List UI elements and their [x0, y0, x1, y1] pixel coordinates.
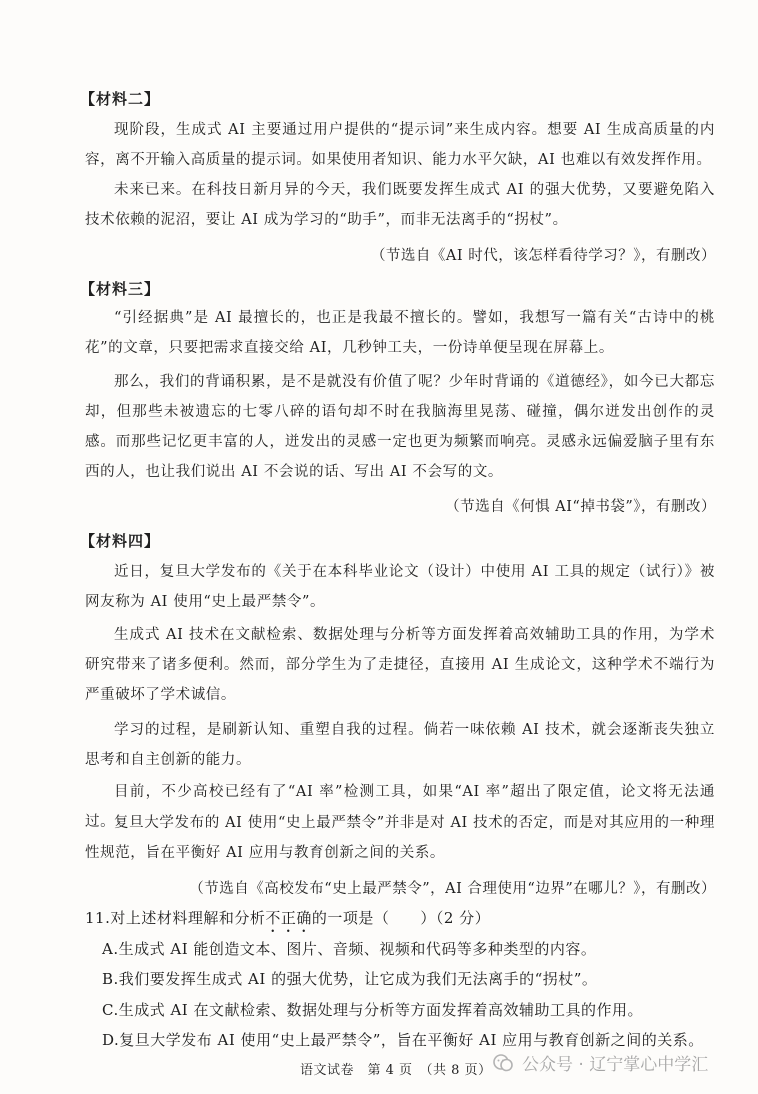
question-stem-emphasis: 不正确: [265, 909, 312, 927]
material-4-paragraph-3: 学习的过程，是刷新认知、重塑自我的过程。倘若一味依赖 AI 技术，就会逐渐丧失独立思考和自主创新的能力。: [85, 722, 715, 768]
question-11-stem: [85, 907, 490, 936]
watermark: [492, 1050, 708, 1075]
material-2-paragraph-1: 现阶段，生成式 AI 主要通过用户提供的“提示词”来生成内容。想要 AI 生成高质量的内容，离不开输入高质量的提示词。如果使用者知识、能力水平欠缺，AI 也难以有效发挥作用。: [85, 122, 715, 168]
material-3-source: （节选自《何惧 AI“掉书袋”》，有删改）: [445, 499, 716, 515]
material-4-source: （节选自《高校发布“史上最严禁令”，AI 合理使用“边界”在哪儿？》，有删改）: [189, 881, 716, 897]
option-a: A.生成式 AI 能创造文本、图片、音频、视频和代码等多种类型的内容。: [102, 940, 597, 958]
material-3-paragraph-1: “引经据典”是 AI 最擅长的，也正是我最不擅长的。譬如，我想写一篇有关“古诗中的桃花”的文章，只要把需求直接交给 AI，几秒钟工夫，一份诗单便呈现在屏幕上。: [85, 310, 715, 356]
watermark-text: 公众号 · 辽宁掌心中学汇: [522, 1055, 709, 1075]
material-2-heading: 【材料二】: [80, 90, 161, 108]
material-4-paragraph-1: 近日，复旦大学发布的《关于在本科毕业论文（设计）中使用 AI 工具的规定（试行）》被网友称为 AI 使用“史上最严禁令”。: [85, 564, 715, 610]
option-c: C.生成式 AI 在文献检索、数据处理与分析等方面发挥着高效辅助工具的作用。: [102, 1001, 644, 1019]
option-b: B.我们要发挥生成式 AI 的强大优势，让它成为我们无法离手的“拐杖”。: [102, 970, 598, 988]
question-stem-prefix: 11.对上述材料理解和分析: [85, 909, 266, 927]
material-4-paragraph-2: 生成式 AI 技术在文献检索、数据处理与分析等方面发挥着高效辅助工具的作用，为学术研究带来了诸多便利。然而，部分学生为了走捷径，直接用 AI 生成论文，这种学术不端行为严重破坏了学术诚信。: [85, 627, 715, 703]
material-3-heading: 【材料三】: [80, 280, 161, 298]
material-4-paragraph-4: 目前，不少高校已经有了“AI 率”检测工具，如果“AI 率”超出了限定值，论文将无法通过。: [85, 784, 715, 830]
material-4-paragraph-5: 复旦大学发布的 AI 使用“史上最严禁令”并非是对 AI 技术的否定，而是对其应用的一种理性规范，旨在平衡好 AI 应用与教育创新之间的关系。: [85, 815, 715, 861]
material-4-heading: 【材料四】: [80, 532, 161, 550]
material-3-paragraph-2: 那么，我们的背诵积累，是不是就没有价值了呢？少年时背诵的《道德经》，如今已大都忘却，但那些未被遗忘的七零八碎的语句却不时在我脑海里晃荡、碰撞，偶尔迸发出创作的灵感。而那些记忆更丰富的人，迸发出的灵感一定也更为频繁而响亮。灵感永远偏爱脑子里有东西的人，也让我们说出 AI 不会说的话、写出 AI 不会写的文。: [85, 374, 715, 480]
material-2-paragraph-2: 未来已来。在科技日新月异的今天，我们既要发挥生成式 AI 的强大优势，又要避免陷入技术依赖的泥沼，要让 AI 成为学习的“助手”，而非无法离手的“拐杖”。: [85, 182, 715, 228]
material-2-source: （节选自《AI 时代，该怎样看待学习？》，有删改）: [370, 248, 716, 264]
option-d: D.复旦大学发布 AI 使用“史上最严禁令”，旨在平衡好 AI 应用与教育创新之间的关系。: [102, 1031, 704, 1049]
page-footer: 语文试卷 第 4 页 （共 8 页）: [300, 1063, 492, 1078]
wechat-official-account-icon: [492, 1052, 514, 1074]
question-stem-suffix: 的一项是（ ）（2 分）: [311, 909, 491, 927]
